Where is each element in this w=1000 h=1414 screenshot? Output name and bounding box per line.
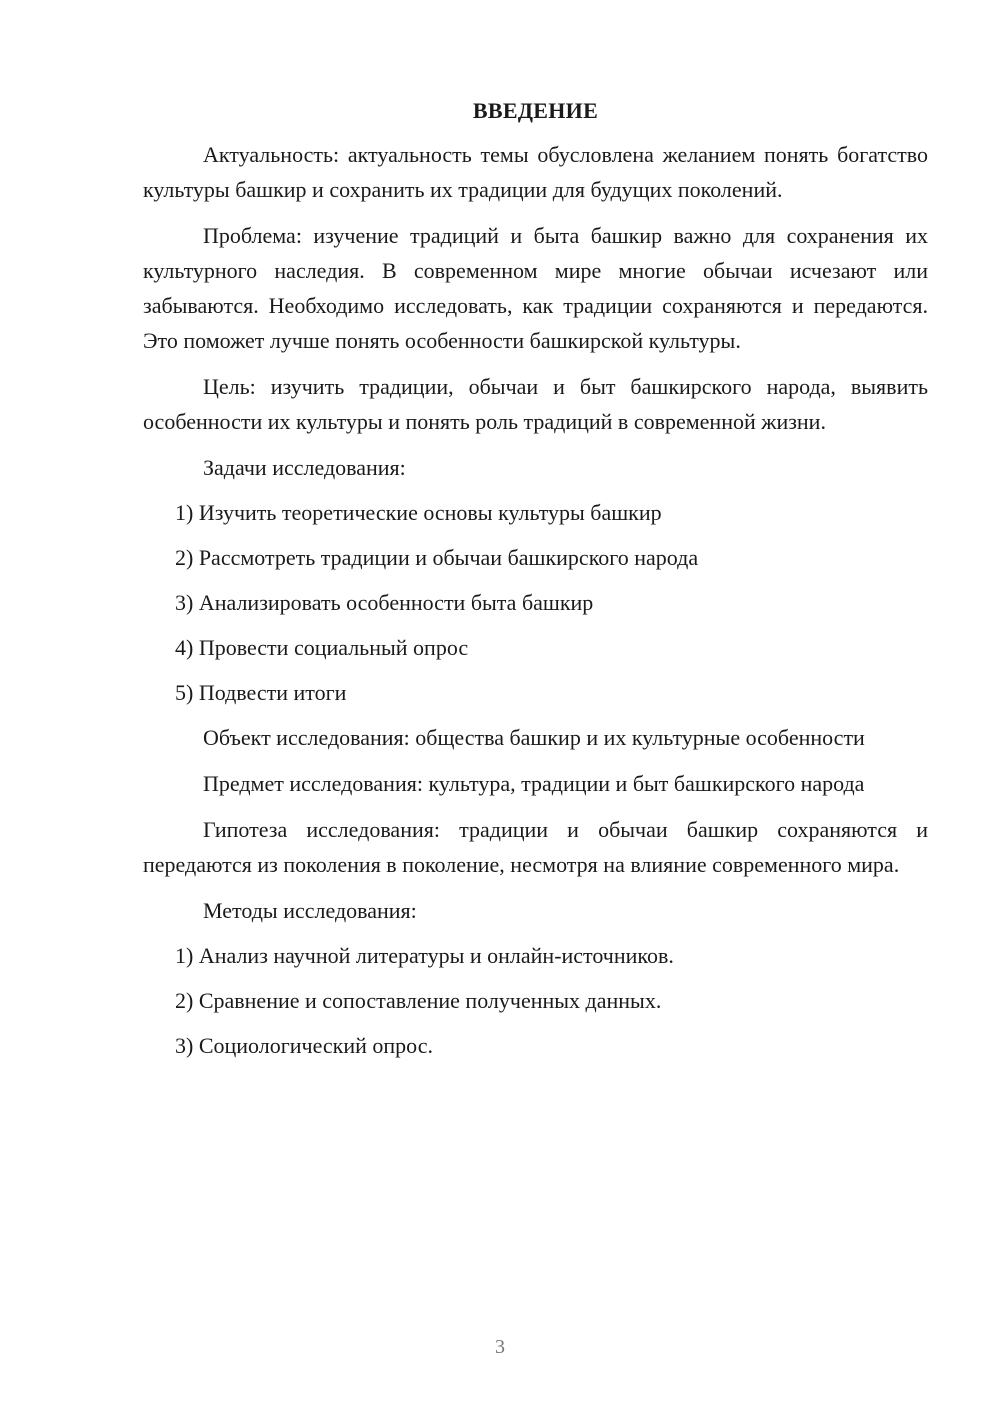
section-heading: ВВЕДЕНИЕ [472, 98, 599, 123]
page-number: 3 [495, 1336, 505, 1358]
list-item: 1) Анализ научной литературы и онлайн-источников. [175, 943, 674, 968]
list-item: 5) Подвести итоги [175, 680, 347, 705]
paragraph-hypothesis: Гипотеза исследования: традиции и обычаи башкир сохраняются и передаются из поколения в поколение, несмотря на влияние современного мира. [143, 817, 928, 877]
list-item: 3) Социологический опрос. [175, 1033, 433, 1058]
list-item: 1) Изучить теоретические основы культуры башкир [175, 500, 662, 525]
paragraph-problem: Проблема: изучение традиций и быта башкир важно для сохранения их культурного наследия. В современном мире многие обычаи исчезают или забываются. Необходимо исследовать, как традиции сохраняются и передаются. Это поможет лучше понять особенности башкирской культуры. [143, 223, 928, 353]
page-content [143, 96, 928, 1073]
paragraph-goal: Цель: изучить традиции, обычаи и быт башкирского народа, выявить особенности их культуры и понять роль традиций в современной жизни. [143, 374, 928, 434]
methods-title: Методы исследования: [203, 898, 417, 923]
tasks-list [143, 495, 928, 710]
list-item: 4) Провести социальный опрос [175, 635, 469, 660]
list-item: 2) Рассмотреть традиции и обычаи башкирского народа [175, 545, 699, 570]
paragraph-object: Объект исследования: общества башкир и их культурные особенности [203, 725, 865, 750]
paragraph-subject: Предмет исследования: культура, традиции и быт башкирского народа [203, 771, 865, 796]
methods-list [143, 938, 928, 1063]
list-item: 2) Сравнение и сопоставление полученных данных. [175, 988, 662, 1013]
paragraph-relevance: Актуальность: актуальность темы обусловлена желанием понять богатство культуры башкир и сохранить их традиции для будущих поколений. [143, 142, 928, 202]
list-item: 3) Анализировать особенности быта башкир [175, 590, 594, 615]
tasks-title: Задачи исследования: [203, 455, 406, 480]
